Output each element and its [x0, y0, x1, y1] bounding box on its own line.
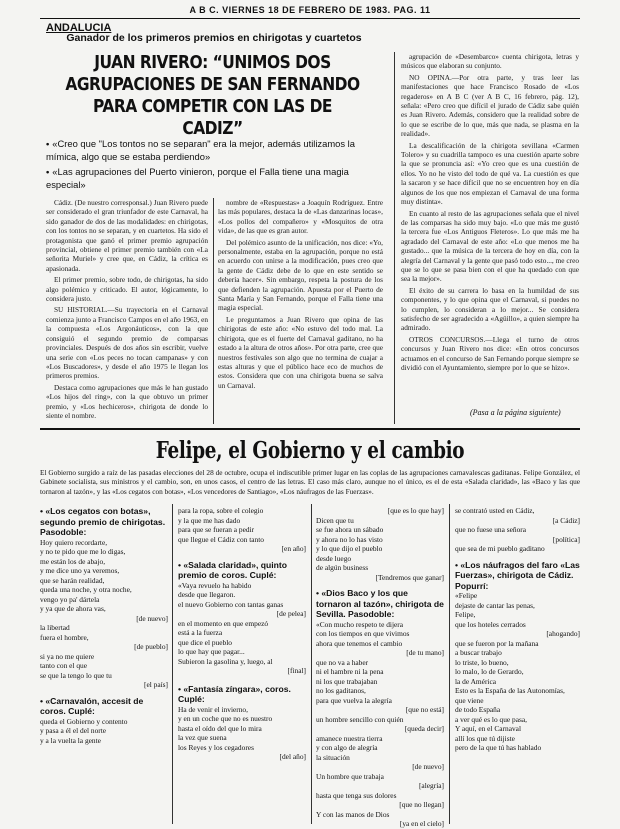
lyric-line: y me dice uno ya veremos, [40, 566, 120, 575]
lyrics-block [40, 717, 168, 746]
lyric-line: no los gaditanos, [316, 686, 366, 695]
lyric-line: [de pueblo] [134, 642, 168, 651]
song-heading: • «Fantasía zíngara», coros. Cuplé: [178, 683, 291, 704]
lyric-line: se contrató usted en Cádiz, [455, 506, 535, 515]
lyric-line: los Reyes y los cegadores [178, 742, 254, 752]
running-head: A B C. VIERNES 18 DE FEBRERO DE 1983. PAG. 11 [189, 5, 431, 15]
lyric-line: [que no llegan] [399, 800, 444, 809]
lyrics-block [455, 506, 580, 554]
lyric-line: de algún business [316, 563, 369, 572]
headline: JUAN RIVERO: “UNIMOS DOS AGRUPACIONES DE SAN FERNANDO PARA COMPETIR CON LAS DE CADIZ” [65, 52, 360, 139]
song-column-3 [316, 506, 444, 829]
lyric-line: [política] [552, 534, 580, 544]
feature-intro: El Gobierno surgido a raíz de las pasadas elecciones del 28 de octubre, ocupa el indiscutible primer lugar en las coplas de las agrupaciones carnavalescas gaditanas. Felipe González, el Gabinete socialista, sus ministros y el cambio, son, en unos casos, el centro de las letras. El caso más claro, aunque no el único, es el de esta «Salada claridad», las «Baco y las que tornaron al tazón», y las «Los cegatos con botas», «Los vencedores de Santiago», «Los náufragos de las Fuerzas». [40, 468, 580, 496]
lyrics-block [178, 581, 306, 676]
lyric-line: se que la tengo lo que tu [40, 670, 112, 680]
lyric-line: [de pelea] [276, 609, 306, 618]
paragraph: La descalificación de la chirigota sevillana «Carmen Tolero» y su cuadrilla tampoco es una cuestión aparte sobre la que se pronuncia así: «Yo creo que es una cuestión de ellos. Yo no he visto del todo de qué va. La cuestión es que la sacaron y se hace difícil que no se encuentren hoy en día algunos de los que nos empiezan el Carnaval de una forma muy distinta». [401, 140, 579, 207]
lyric-line: que llegue el Cádiz con tanto [178, 534, 264, 544]
lyric-line: lo que hay que pagar... [178, 647, 245, 656]
kicker: Ganador de los primeros premios en chirigotas y cuartetos [66, 32, 362, 44]
paragraph: El éxito de su carrera lo basa en la humildad de sus componentes, y lo que opina que el Carnaval, si puedes no lo cumplen, lo consideran a lo mejor... Se considera satisfecho de ser agradecido a «Agüillo», a quien siempre ha admirado. [401, 285, 579, 333]
column-divider [394, 52, 395, 424]
song-column-4 [455, 506, 580, 753]
lyric-line: que sea de mi pueblo gaditano [455, 544, 545, 553]
column-divider [213, 198, 214, 424]
section-label: ANDALUCIA [46, 22, 112, 34]
lyric-line: Esto es la España de las Autonomías, [455, 686, 565, 695]
lyric-line: Felipe, [455, 610, 476, 619]
lyric-line: desde luego [316, 553, 352, 563]
column-divider [172, 504, 173, 824]
lyric-line: a ver qué es lo que pasa, [455, 714, 528, 724]
article-column-2 [218, 198, 383, 424]
paragraph: NO OPINA.—Por otra parte, y tras leer las manifestaciones que hace Francisco Rosado de «Los regaderos» en A B C (ver A B C, 16 febrero, pág. 12), señala: «Pero creo que difícil el jurado de Cádiz sabe quién es Juan Rivero. Además, considero que la realidad sobre de lo que se escribe de lo que, más que nada, se plasma en la realidad». [401, 72, 579, 139]
lyric-line: y lo que dijo el pueblo [316, 544, 383, 553]
lyric-line: [queda decir] [404, 724, 444, 733]
lyric-line: que no fuese una señora [455, 525, 527, 534]
lyric-line: Un hombre que trabaja [316, 771, 384, 781]
lyric-line: desde que llegaron. [178, 590, 236, 599]
lyric-line: Hoy quiero recordarte, [40, 537, 108, 547]
lyrics-block [316, 620, 444, 829]
lyric-line: [que es lo que hay] [387, 506, 444, 515]
lyric-line: a buscar trabajo [455, 648, 502, 657]
lyrics-block [455, 591, 580, 753]
lyric-line: se fue ahora un sábado [316, 525, 384, 534]
lyrics-block [316, 506, 444, 582]
lyric-line: que se fueron por la mañana [455, 638, 539, 648]
lyric-line: [final] [287, 666, 306, 675]
lyric-line: y a la vuelta la gente [40, 735, 101, 745]
lyric-line: [a Cádiz] [552, 515, 580, 525]
lyric-line: [ya en el cielo] [399, 819, 444, 828]
lyric-line: Subieron la gasolina y, luego, al [178, 656, 273, 666]
song-heading: • «Dios Baco y los que tornaron al tazón», chirigota de Sevilla. Pasodoble: [316, 588, 444, 619]
lyric-line: que no va a haber [316, 657, 369, 667]
lyric-line: [de nuevo] [412, 762, 444, 771]
paragraph: En cuanto al resto de las agrupaciones señala que el nivel de las comparsas ha sido muy bajo. «Lo que más me gustó la tercera fue «Los Antiguos Fleteros». Lo que más me ha agradado del Carnaval de este año: «Lo que menos me ha gustado... que la música de la tercera de hoy en día, con la alegría del Carnaval y la gente que pasó todo esto..., me creo que se lo que se pasa bien con el que ha quedado con que sea la mejor». [401, 208, 579, 284]
lyric-line: que dice el pueblo [178, 637, 232, 647]
lyrics-block [178, 506, 306, 554]
lyric-line: y ahora no lo has visto [316, 534, 383, 544]
column-divider [449, 504, 450, 824]
lyric-line: de todo España [455, 705, 501, 714]
paragraph: Cádiz. (De nuestro corresponsal.) Juan Rivero puede ser considerado el gran triunfador de este Carnaval, ha sido ganador de dos de las modalidades: en chirigotas, con los tontos no se separan, y en cuartetos. Ha sido el protagonista que ganó el primer premio agrupación provincial, obtiene el primer premio también con «La señorita Muriel» y cree que, en Cádiz, la crítica es apasionada. [46, 198, 208, 273]
lyric-line: y con algo de alegría [316, 743, 378, 752]
lyric-line: lo malo, lo de Gerardo, [455, 667, 524, 676]
lyric-line: para la ropa, sobre el colegio [178, 506, 264, 515]
lyric-line: [de nuevo] [136, 613, 168, 623]
lyric-line: y en un coche que no es nuestro [178, 714, 273, 723]
bullet-2 [46, 166, 382, 191]
lyric-line: ahora que tenemos el cambio [316, 638, 403, 648]
bullet-mark: • [46, 166, 50, 177]
song-heading: • «Salada claridad», quinto premio de coros. Cuplé: [178, 559, 288, 580]
bullet-1 [46, 138, 382, 163]
lyric-line: vengo yo pa' dártela [40, 594, 100, 604]
lyric-line: y ya que de ahora vas, [40, 604, 106, 613]
lyric-line: fuera el hombre, [40, 632, 89, 642]
lyric-line: tanto con el que [40, 661, 87, 670]
lyric-line: [del año] [279, 752, 306, 761]
lyric-line: ni los que trabajaban [316, 676, 378, 686]
lyric-line: con los tiempos en que vivimos [316, 629, 410, 638]
lyric-line: me están los de abajo, [40, 556, 106, 566]
lyrics-block [178, 705, 306, 762]
paragraph: Destaca como agrupaciones que más le han gustado «Los hijos del ring», con la que obtuvo un primer premio, y «Los hechiceros», chirigota de donde lo siente el nombre. [46, 382, 208, 420]
bullet-mark: • [46, 138, 50, 149]
continued-note: (Pasa a la página siguiente) [470, 408, 561, 417]
lyric-line: queda una noche, y otra noche, [40, 585, 132, 594]
song-column-2 [178, 506, 306, 762]
lyric-line: que viene [455, 695, 484, 705]
lyric-line: [de tu mano] [406, 648, 444, 657]
lyric-line: Y aquí, en el Carnaval [455, 724, 522, 733]
lyric-line: ni el hambre ni la pena [316, 667, 384, 676]
lyrics-block [40, 538, 168, 690]
lyric-line: que se harán realidad, [40, 575, 105, 585]
lyric-line: «Vaya revuelo ha habido [178, 580, 252, 590]
lyric-line: [que no está] [405, 705, 444, 714]
lyric-line: hasta el oído del que lo mira [178, 723, 262, 733]
bullet-text: «Creo que "Los tontos no se separan" era la mejor, además utilizamos la mímica, algo que se estaba perdiendo» [46, 138, 355, 162]
paragraph: OTROS CONCURSOS.—Llega el turno de otros concursos y Juan Rivero nos dice: «En otros concursos actuamos en el concurso de San Fernando porque siempre se dividió con el Ayuntamiento, siempre por lo que se hizo». [401, 334, 579, 372]
song-heading: • «Carnavalón, accesit de coros. Cuplé: [40, 695, 144, 716]
lyric-line: [ahogando] [546, 629, 580, 638]
article-column-3 [401, 52, 579, 404]
lyric-line: la libertad [40, 623, 70, 632]
lyric-line: el nuevo Gobierno con tantas ganas [178, 599, 284, 609]
lyric-line: allí los que tú dijiste [455, 733, 515, 743]
paragraph: nombre de «Respuestas» a Joaquín Rodríguez. Entre las más populares, destaca la de «Las danzarinas locas», «Los pollos del compañero» y «Mosquitos de otra vida», de las que es gran autor. [218, 198, 383, 236]
column-divider [311, 504, 312, 824]
lyric-line: [Tendremos que ganar] [375, 572, 444, 582]
lyric-line: dejaste de cantar las penas, [455, 600, 535, 610]
lyric-line: un hombre sencillo con quién [316, 714, 404, 724]
song-heading: • «Los cegatos con botas», segundo premio de chirigotas. Pasodoble: [40, 506, 166, 537]
lyric-line: [en año] [281, 544, 306, 553]
lyric-line: hasta que tenga sus dolores [316, 790, 397, 800]
lyric-line: la de América [455, 676, 497, 686]
lyric-line: Y con las manos de Dios [316, 809, 390, 819]
lyric-line: está a la fuerza [178, 628, 223, 637]
lyric-line: lo triste, lo bueno, [455, 657, 509, 667]
paragraph: El primer premio, sobre todo, de chirigotas, ha sido algo polémico y criticado. El autor, lógicamente, lo considera justo. [46, 275, 208, 304]
lyric-line: Dicen que tu [316, 515, 354, 525]
lyric-line: la vez que suena [178, 733, 227, 742]
lyric-line: para que se fueran a pedir [178, 525, 255, 534]
lyric-line: y la que me has dado [178, 515, 241, 525]
lyric-line: en el momento en que empezó [178, 618, 269, 628]
lyric-line: pero de la que tú has hablado [455, 743, 542, 752]
section-rule [40, 428, 580, 430]
article-column-1 [46, 198, 208, 424]
lyric-line: que los hoteles cerrados [455, 619, 526, 629]
lyric-line: amanece nuestra tierra [316, 733, 383, 743]
song-heading: • «Los náufragos del faro «Las Fuerzas», chirigota de Cádiz. Popurrí: [455, 559, 580, 591]
lyric-line: [el país] [143, 680, 168, 689]
lyric-line: la situación [316, 752, 350, 762]
lyric-line: «Felipe [455, 591, 478, 600]
lyric-line: y no te pido que me lo digas, [40, 547, 126, 556]
paragraph: Le preguntamos a Juan Rivero que opina de las chirigotas de este año: «No estuvo del todo mal. La chirigota, que es el fuerte del Carnaval gaditano, no ha estado a la altura de otros años». Por otra parte, cree que nuestros festivales son algo que no termina de cuajar a estas alturas y que el público hace eco de muchos de estos. Considera que con una chirigota buena se salva un Carnaval. [218, 314, 383, 390]
bullet-text: «Las agrupaciones del Puerto vinieron, porque el Falla tiene una magia especial» [46, 166, 349, 190]
song-column-1 [40, 506, 168, 745]
lyric-line: y pasa a él el del norte [40, 726, 107, 735]
paragraph: agrupación de «Desembarco» cuenta chirigota, letras y músicos que elaboran su conjunto. [401, 52, 579, 71]
paragraph: SU HISTORIAL.—Su trayectoria en el Carnaval comienza junto a Francisco Campos en el año 1963, en la compuesta «Los Argonáuticos», con la que consiguió el segundo premio de comparsas provinciales. Después de dos años sin escribir, vuelve una serie con «Los peces no tocan campanas» y con «Los Buscadores», y desde el año 1975 le llegan los primeros premios. [46, 305, 208, 381]
lyric-line: Ha de venir el invierno, [178, 704, 248, 714]
lyric-line: para que vuelva la alegría [316, 695, 392, 705]
lyric-line: «Con mucho respeto te dijera [316, 619, 404, 629]
header-rule [40, 18, 580, 19]
lyric-line: [alegría] [418, 781, 444, 790]
paragraph: Del polémico asunto de la unificación, nos dice: «Yo, personalmente, estaba en la agrupación, porque no está en acuerdo con unirse a la modificación, pues creo que la gente de Cádiz debe de lo que en este sentido se debería hacer». Sin embargo, respeta la postura de los que defienden la agrupación. Apuesta por el Puerto de Santa María y San Fernando, porque el Falla tiene una magia especial. [218, 237, 383, 313]
feature-title: Felipe, el Gobierno y el cambio [155, 437, 465, 464]
lyric-line: queda el Gobierno y contento [40, 716, 128, 726]
lyric-line: si ya no me quiere [40, 651, 95, 661]
